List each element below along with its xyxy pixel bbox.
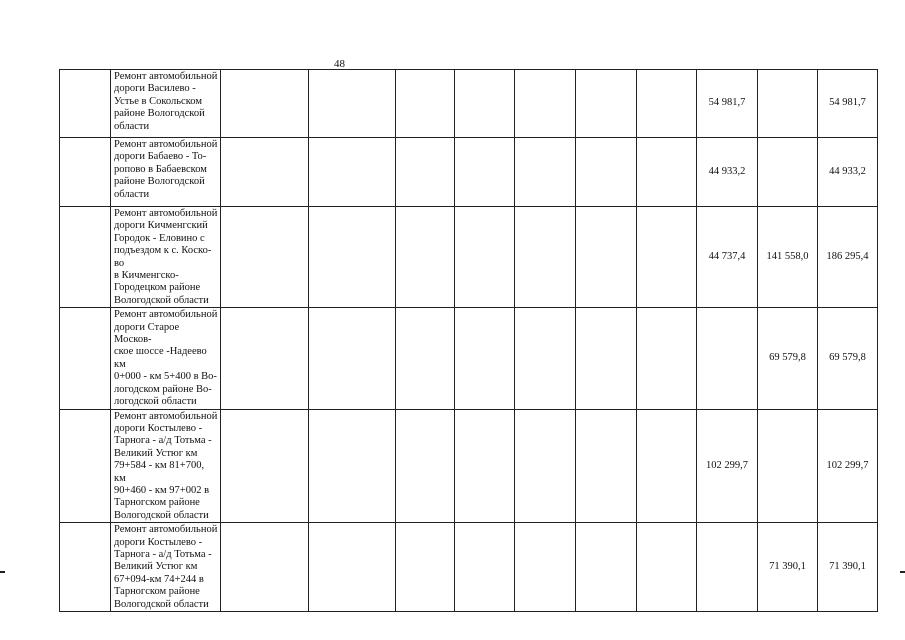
empty-cell <box>455 207 515 308</box>
project-name-cell: Ремонт автомобильной дороги Костылево - Тарнога - а/д Тотьма - Великий Устюг км 79+584 - км 81+700, км 90+460 - км 97+002 в Тарногском районе Вологодской области <box>111 409 221 523</box>
empty-cell <box>637 308 697 409</box>
empty-cell <box>576 207 637 308</box>
empty-cell <box>637 523 697 612</box>
total-cell: 69 579,8 <box>818 308 878 409</box>
empty-cell <box>576 70 637 138</box>
empty-cell <box>637 207 697 308</box>
total-cell: 102 299,7 <box>818 409 878 523</box>
empty-cell <box>60 523 111 612</box>
empty-cell <box>515 308 576 409</box>
empty-cell <box>455 409 515 523</box>
empty-cell <box>221 70 309 138</box>
left-edge-mark <box>0 571 5 573</box>
amount-cell <box>758 409 818 523</box>
empty-cell <box>455 308 515 409</box>
empty-cell <box>515 207 576 308</box>
table-row <box>60 409 878 523</box>
amount-cell: 44 933,2 <box>697 138 758 207</box>
amount-cell: 54 981,7 <box>697 70 758 138</box>
empty-cell <box>455 138 515 207</box>
empty-cell <box>396 138 455 207</box>
empty-cell <box>60 138 111 207</box>
empty-cell <box>455 70 515 138</box>
page-number: 48 <box>334 58 345 70</box>
empty-cell <box>515 523 576 612</box>
empty-cell <box>60 207 111 308</box>
empty-cell <box>309 207 396 308</box>
empty-cell <box>221 207 309 308</box>
empty-cell <box>60 308 111 409</box>
amount-cell <box>697 308 758 409</box>
table-row <box>60 207 878 308</box>
empty-cell <box>396 70 455 138</box>
empty-cell <box>221 409 309 523</box>
empty-cell <box>576 308 637 409</box>
total-cell: 186 295,4 <box>818 207 878 308</box>
amount-cell <box>758 138 818 207</box>
empty-cell <box>396 207 455 308</box>
empty-cell <box>221 138 309 207</box>
total-cell: 71 390,1 <box>818 523 878 612</box>
project-name-cell: Ремонт автомобильной дороги Василево - Устье в Сокольском районе Вологодской области <box>111 70 221 138</box>
amount-cell <box>697 523 758 612</box>
empty-cell <box>309 138 396 207</box>
amount-cell: 44 737,4 <box>697 207 758 308</box>
empty-cell <box>309 409 396 523</box>
empty-cell <box>309 70 396 138</box>
empty-cell <box>396 308 455 409</box>
empty-cell <box>576 138 637 207</box>
empty-cell <box>396 409 455 523</box>
amount-cell: 102 299,7 <box>697 409 758 523</box>
project-name-cell: Ремонт автомобильной дороги Бабаево - То- ропово в Бабаевском районе Вологодской области <box>111 138 221 207</box>
empty-cell <box>515 138 576 207</box>
empty-cell <box>637 409 697 523</box>
amount-cell: 69 579,8 <box>758 308 818 409</box>
empty-cell <box>221 523 309 612</box>
table-row <box>60 138 878 207</box>
table-row <box>60 523 878 612</box>
empty-cell <box>515 70 576 138</box>
empty-cell <box>60 409 111 523</box>
empty-cell <box>455 523 515 612</box>
empty-cell <box>637 138 697 207</box>
budget-table <box>59 69 878 612</box>
empty-cell <box>221 308 309 409</box>
empty-cell <box>309 523 396 612</box>
empty-cell <box>396 523 455 612</box>
table-row <box>60 70 878 138</box>
project-name-cell: Ремонт автомобильной дороги Кичменгский Городок - Еловино с подъездом к с. Коско- во в Кичменгско- Городецком районе Вологодской области <box>111 207 221 308</box>
total-cell: 54 981,7 <box>818 70 878 138</box>
amount-cell: 71 390,1 <box>758 523 818 612</box>
empty-cell <box>576 409 637 523</box>
empty-cell <box>60 70 111 138</box>
amount-cell <box>758 70 818 138</box>
empty-cell <box>637 70 697 138</box>
empty-cell <box>309 308 396 409</box>
table-row <box>60 308 878 409</box>
empty-cell <box>576 523 637 612</box>
project-name-cell: Ремонт автомобильной дороги Костылево - Тарнога - а/д Тотьма - Великий Устюг км 67+094-км 74+244 в Тарногском районе Вологодской области <box>111 523 221 612</box>
project-name-cell: Ремонт автомобильной дороги Старое Москов- ское шоссе -Надеево км 0+000 - км 5+400 в Во- логодском районе Во- логодской области <box>111 308 221 409</box>
empty-cell <box>515 409 576 523</box>
amount-cell: 141 558,0 <box>758 207 818 308</box>
total-cell: 44 933,2 <box>818 138 878 207</box>
right-edge-mark <box>900 571 905 573</box>
